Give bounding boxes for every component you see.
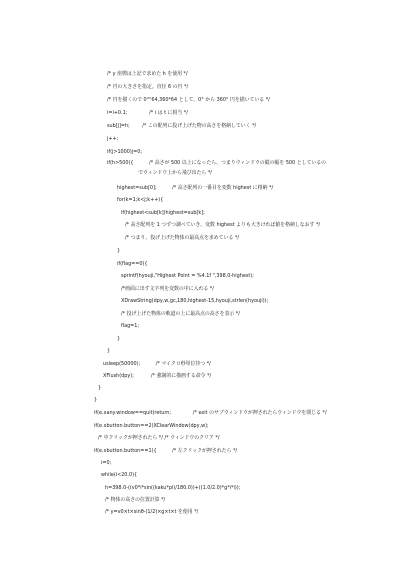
code-line: sprintf(hyouji,"Highest Point = %4.1f ",398.0-highest);	[121, 273, 254, 279]
code-line: flag=1;	[121, 323, 140, 329]
code-line: highest=sub[0]; /* 高さ配列の一番目を変数 highest に格納 */	[117, 185, 274, 191]
code-line: for(k=1;k<j;k++){	[117, 197, 164, 203]
code-line: sub[j]=h; /* この配列に投げ上げた物の高さを格納していく */	[107, 123, 257, 129]
code-line: if(j>1000)j=0;	[107, 149, 143, 155]
code-line: /* y=v0×t×sinθ-(1/2)×g×t×t を使用 */	[105, 509, 199, 515]
code-line: /* 円の大きさを指定。直径 6 の円 */	[107, 84, 189, 90]
code-line: /* y 座標は上記で求めた h を使用 */	[107, 71, 188, 77]
code-line: /* つまり、投げ上げた物体の最高点を求めている */	[125, 235, 239, 241]
code-line: while(i<20.0){	[101, 472, 138, 478]
code-line: if(highest<sub[k])highest=sub[k];	[121, 210, 205, 216]
code-line: usleep(50000); /* マイクロ秒単位待つ */	[103, 361, 211, 367]
code-line: /* 投げ上げた物体の軌道の上に最高点の高さを表示 */	[121, 311, 240, 317]
code-line: if(e.xbutton.button==1){ /* 左クリックが押されたら */	[94, 448, 238, 454]
code-line: /*画面に出す文字列を変数の中に入れる */	[121, 286, 214, 292]
code-line: }	[98, 385, 102, 391]
code-line: j++;	[107, 136, 119, 142]
code-line: /* 円を描くので 0°"64,360*64 として、0° から 360° 円を描いている */	[107, 97, 270, 103]
code-line: }	[117, 336, 121, 342]
code-line: h=398.0-((v0*i*sin((kaku*pi)/180.0))+((1.0/2.0)*g*i*i));	[105, 485, 241, 491]
code-line: }	[94, 397, 98, 403]
code-line: XFlush(dpy); /* 強制的に描画する命令 */	[103, 373, 212, 379]
code-line: }	[107, 348, 111, 354]
code-line: /* 物体の高さの位置計算 */	[105, 497, 166, 503]
code-line: if(flag==0){	[117, 261, 148, 267]
code-line: if(e.xany.window==quit)return; /* exit のサブウィンドウが押されたらウィンドウを閉じる */	[94, 410, 327, 416]
code-line: if(h>500){ /* 高さが 500 以上になったら、つまりウィンドウの縦の幅を 500 としているの	[107, 160, 327, 166]
code-line: でウィンドウ上から飛び出たら */	[107, 170, 212, 176]
code-line: XDrawString(dpy,w,gc,180,highest-15,hyouji,strlen(hyouji));	[121, 298, 269, 304]
code-line: /* 高さ配列を 1 つずつ調べていき、変数 highest よりも大きければ値を格納しなおす */	[125, 222, 321, 228]
code-line: }	[117, 248, 121, 254]
code-line: /* 中クリックが押されたら */ /* ウィンドウのクリア */	[98, 435, 220, 441]
code-line: i=i+0.1; /* i は t に相当 */	[107, 110, 188, 116]
code-line: if(e.xbutton.button==2)XClearWindow(dpy,w);	[94, 423, 209, 429]
code-line: i=0;	[101, 460, 112, 466]
